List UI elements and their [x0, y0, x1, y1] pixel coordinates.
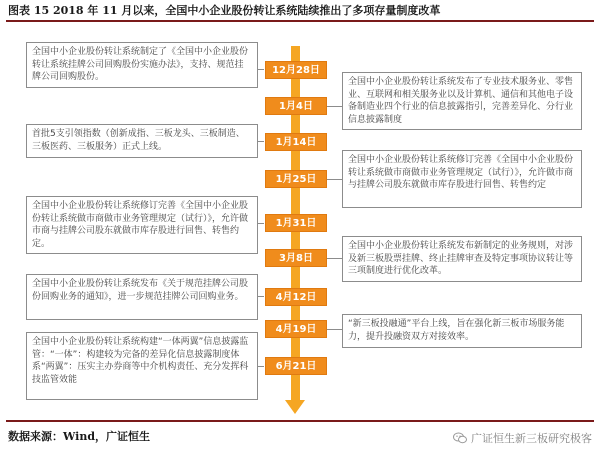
event-card-4: 全国中小企业股份转让系统修订完善《全国中小企业股份转让系统做市商做市业务管理规定（试行）》，允许做市商与挂牌公司股东就做市库存股进行回售、转售约定	[342, 150, 582, 208]
event-card-6: 全国中小企业股份转让系统发布新制定的业务规则，对涉及新三板股票挂牌、终止挂牌审查及特定事项协议转让等三项制度进行优化改革。	[342, 236, 582, 282]
watermark-text: 广证恒生新三板研究极客	[471, 432, 592, 445]
date-label-2: 1月4日	[265, 97, 327, 115]
event-card-8: “新三板投融通”平台上线，旨在强化新三板市场服务能力，提升投融资双方对接效率。	[342, 314, 582, 348]
event-card-2: 全国中小企业股份转让系统发布了专业技术服务业、零售业、互联网和相关服务业以及计算机、通信和其他电子设备制造业四个行业的信息披露指引，完善差异化、分行业信息披露制度	[342, 72, 582, 130]
data-source: 数据来源：Wind，广证恒生	[8, 430, 151, 443]
event-card-9: 全国中小企业股份转让系统构建“一体两翼”信息披露监管：“一体”：构建较为完备的差异化信息披露制度体系“两翼”：压实主办券商等中介机构责任、充分发挥科技监管效能	[26, 332, 258, 400]
connector-3	[258, 141, 264, 142]
event-card-3: 首批5支引领指数（创新成指、三板龙头、三板制造、三板医药、三板服务）正式上线。	[26, 124, 258, 158]
connector-7	[258, 296, 264, 297]
event-card-1: 全国中小企业股份转让系统制定了《全国中小企业股份转让系统挂牌公司回购股份实施办法》，支持、规范挂牌公司回购股份。	[26, 42, 258, 88]
date-label-9: 6月21日	[265, 357, 327, 375]
watermark	[453, 430, 592, 446]
figure-title: 图表 15 2018 年 11 月以来，全国中小企业股份转让系统陆续推出了多项存量制度改革	[8, 4, 441, 17]
connector-2	[327, 106, 342, 107]
connector-8	[327, 329, 342, 330]
wechat-icon	[453, 432, 467, 444]
date-label-8: 4月19日	[265, 320, 327, 338]
date-label-4: 1月25日	[265, 170, 327, 188]
date-label-3: 1月14日	[265, 133, 327, 151]
bottom-rule	[6, 420, 594, 422]
connector-5	[258, 223, 264, 224]
date-label-1: 12月28日	[265, 61, 327, 79]
connector-1	[258, 69, 264, 70]
connector-9	[258, 366, 264, 367]
top-rule	[6, 20, 594, 22]
timeline-arrowhead	[285, 400, 305, 414]
date-label-6: 3月8日	[265, 249, 327, 267]
connector-4	[327, 179, 342, 180]
date-label-7: 4月12日	[265, 288, 327, 306]
event-card-7: 全国中小企业股份转让系统发布《关于规范挂牌公司股份回购业务的通知》，进一步规范挂牌公司回购业务。	[26, 274, 258, 320]
connector-6	[327, 258, 342, 259]
event-card-5: 全国中小企业股份转让系统修订完善《全国中小企业股份转让系统做市商做市业务管理规定（试行）》，允许做市商与挂牌公司股东就做市库存股进行回售、转售约定。	[26, 196, 258, 254]
date-label-5: 1月31日	[265, 214, 327, 232]
